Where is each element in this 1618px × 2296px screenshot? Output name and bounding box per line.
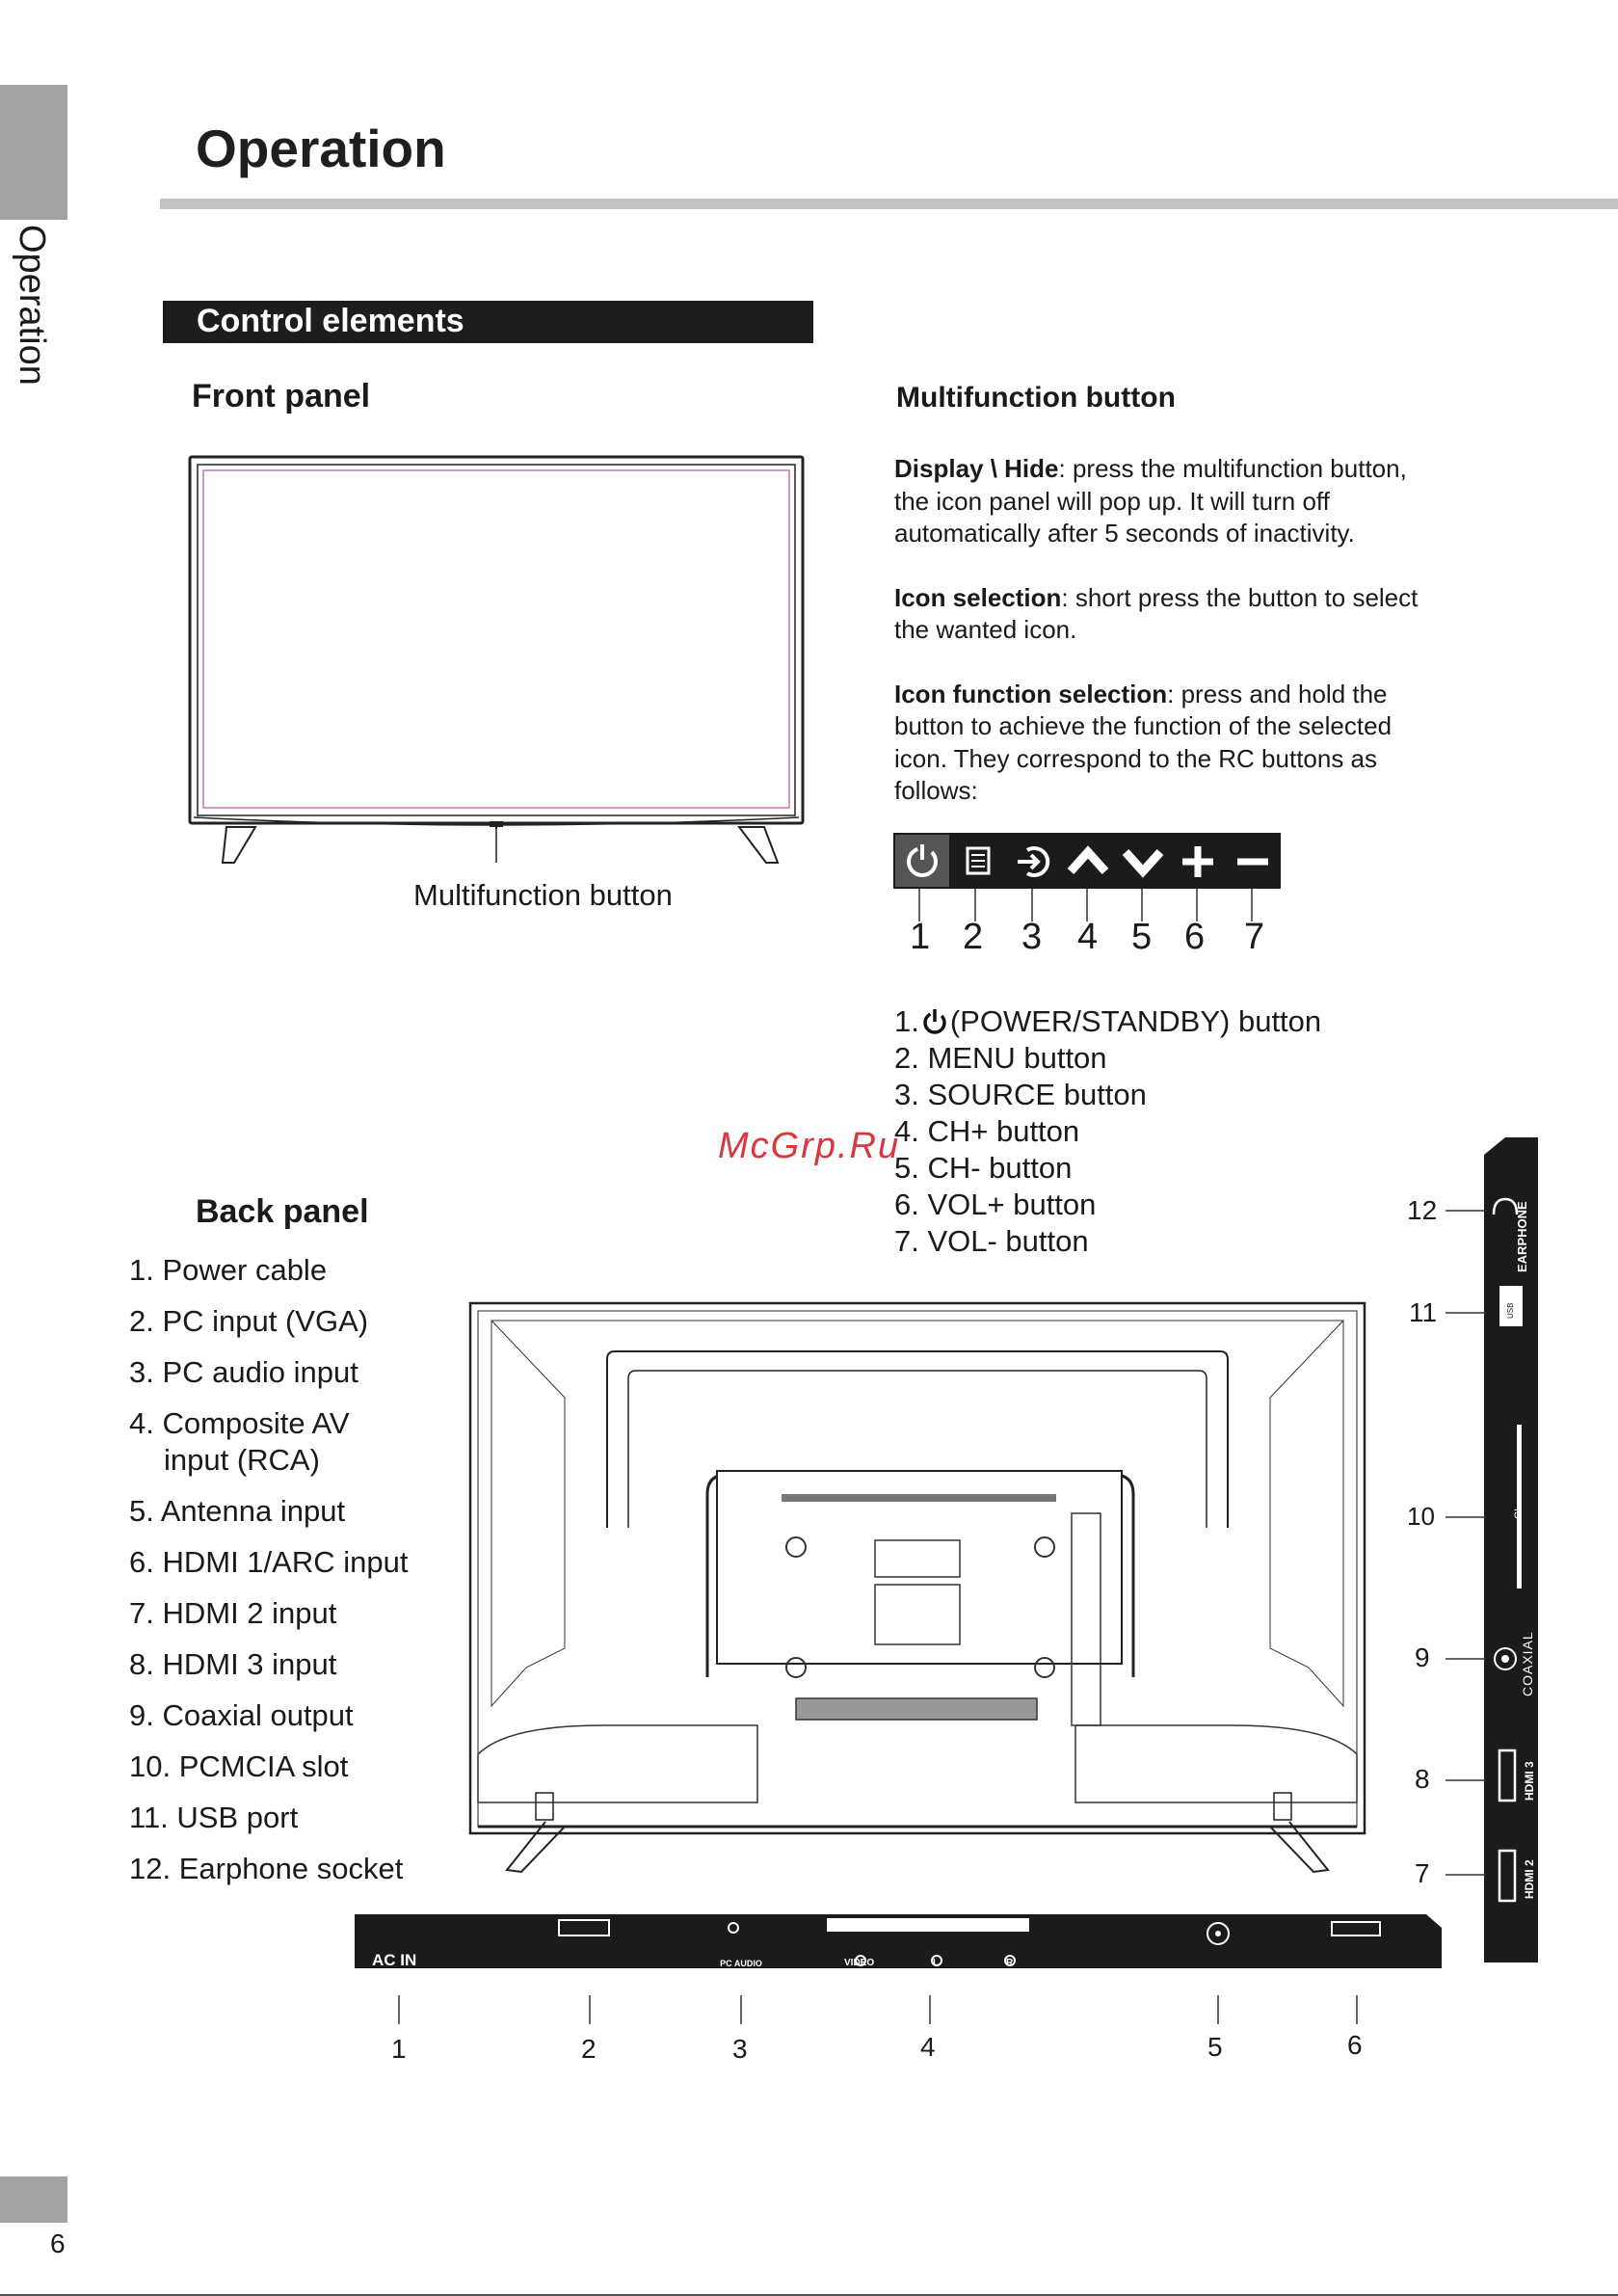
page-number: 6 xyxy=(50,2229,66,2258)
list-item: 11. USB port xyxy=(129,1801,299,1834)
list-item: 6. HDMI 1/ARC input xyxy=(129,1545,409,1579)
list-item: 10. PCMCIA slot xyxy=(129,1749,349,1783)
list-item: 8. HDMI 3 input xyxy=(129,1647,337,1681)
usb-label: USB xyxy=(1506,1302,1515,1319)
icon-number: 3 xyxy=(1021,917,1043,957)
multifunction-button-caption: Multifunction button xyxy=(413,878,673,912)
audio-l-label: L xyxy=(933,1958,940,1968)
connector-number: 1 xyxy=(391,2034,407,2064)
multifunction-heading: Multifunction button xyxy=(896,382,1176,414)
hdmi3-label: HDMI 3 xyxy=(1523,1761,1536,1801)
input-label: INPUT xyxy=(906,1944,938,1956)
icon-number: 6 xyxy=(1184,917,1206,957)
ci-label: CI xyxy=(1513,1508,1525,1519)
source-icon xyxy=(1006,833,1061,889)
connector-number: 5 xyxy=(1207,2032,1223,2062)
list-item: 6. VOL+ button xyxy=(894,1188,1097,1221)
antenna-label: ANT 75Ω xyxy=(1191,1971,1240,1985)
connector-number: 9 xyxy=(1415,1642,1430,1672)
section-heading-bar: Control elements xyxy=(163,301,813,343)
list-item: 2. MENU button xyxy=(894,1041,1107,1075)
connector-number: 2 xyxy=(581,2034,597,2064)
connector-number: 6 xyxy=(1347,2030,1363,2060)
side-section-label: Operation xyxy=(12,225,52,386)
coaxial-label: COAXIAL xyxy=(1520,1631,1535,1696)
list-item: 5. CH- button xyxy=(894,1151,1073,1185)
tv-front-illustration xyxy=(188,453,805,877)
bottom-leader-lines xyxy=(355,1988,1444,2031)
side-leader-lines xyxy=(1442,1195,1490,1889)
power-icon xyxy=(920,1006,949,1035)
list-item: 3. PC audio input xyxy=(129,1355,358,1389)
side-tab xyxy=(0,85,67,220)
list-item: 4. CH+ button xyxy=(894,1114,1080,1148)
ch-down-icon xyxy=(1116,833,1171,889)
back-panel-heading: Back panel xyxy=(196,1193,369,1230)
list-item: 2. PC input (VGA) xyxy=(129,1304,369,1338)
list-item: 4. Composite AV xyxy=(129,1406,350,1440)
watermark: McGrp.Ru xyxy=(718,1126,901,1166)
connector-number: 10 xyxy=(1407,1502,1435,1531)
earphone-label: EARPHONE xyxy=(1515,1201,1529,1272)
tv-back-illustration xyxy=(468,1301,1369,1880)
connector-number: 12 xyxy=(1407,1195,1438,1225)
ch-up-icon xyxy=(1061,833,1116,889)
list-item: 12. Earphone socket xyxy=(129,1852,404,1885)
audio-r-label: R xyxy=(1006,1958,1014,1968)
front-panel-heading: Front panel xyxy=(192,378,371,414)
button-function-list xyxy=(894,1003,1321,1260)
connector-number: 3 xyxy=(732,2034,748,2064)
menu-icon xyxy=(951,833,1006,889)
icon-number: 2 xyxy=(963,917,984,957)
list-item: 9. Coaxial output xyxy=(129,1698,354,1732)
icon-number: 7 xyxy=(1244,917,1265,957)
icon-number: 1 xyxy=(910,917,931,957)
list-item: 7. VOL- button xyxy=(894,1224,1089,1258)
connector-number: 11 xyxy=(1409,1297,1438,1327)
list-item-continuation: input (RCA) xyxy=(164,1443,320,1477)
bottom-connector-strip xyxy=(355,1914,1444,1988)
pc-audio-label: PC AUDIO INPUT xyxy=(720,1959,762,1978)
list-item: 7. HDMI 2 input xyxy=(129,1596,337,1630)
connector-number: 7 xyxy=(1415,1858,1430,1888)
page-title: Operation xyxy=(196,119,446,178)
vol-up-icon xyxy=(1171,833,1226,889)
list-item: 3. SOURCE button xyxy=(894,1078,1147,1111)
vga-label: VGA xyxy=(569,1965,597,1980)
icon-number: 5 xyxy=(1131,917,1153,957)
power-icon xyxy=(895,833,950,889)
icon-number: 4 xyxy=(1077,917,1099,957)
title-rule xyxy=(160,199,1618,209)
hdmi2-label: HDMI 2 xyxy=(1523,1859,1536,1899)
connector-number: 4 xyxy=(920,2032,936,2062)
hdmi1-label: HDMI 1/ARC xyxy=(1315,1968,1384,1982)
footer-tab xyxy=(0,2176,67,2223)
vol-down-icon xyxy=(1226,833,1281,889)
list-item: 1. Power cable xyxy=(129,1253,328,1287)
multifunction-description: Display \ Hide: press the multifunction button, the icon panel will pop up. It will turn off automatically after 5 seconds of inactivity. Icon selection: short press the button to select the wanted icon. Icon function selection: press and hold the button to achieve the function of the selected icon. They correspond to the RC buttons as follows: xyxy=(894,454,1419,805)
list-item: 1. (POWER/STANDBY) button xyxy=(894,1004,1322,1038)
icon-panel xyxy=(893,833,1281,889)
list-item: 5. Antenna input xyxy=(129,1494,346,1528)
video-label: VIDEO xyxy=(844,1958,875,1968)
ac-in-label: AC IN xyxy=(372,1951,417,1969)
connector-number: 8 xyxy=(1415,1764,1430,1794)
